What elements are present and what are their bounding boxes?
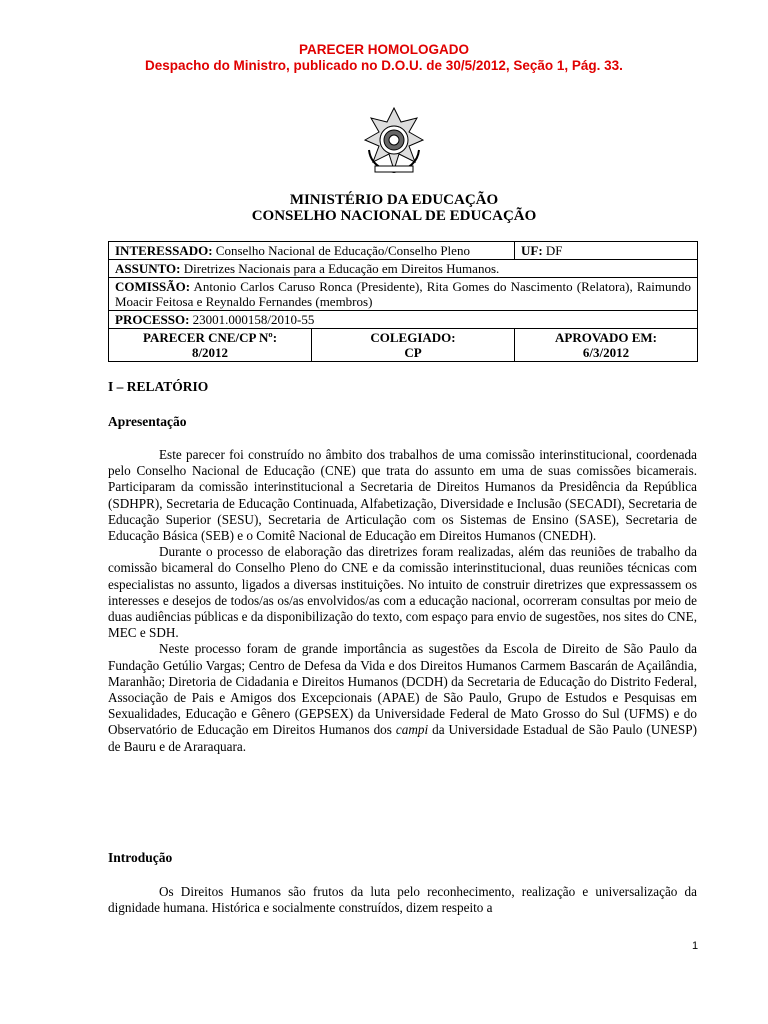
paragraph: Os Direitos Humanos são frutos da luta pelo reconhecimento, realização e universalização da dignidade humana. Histórica e socialmente construídos, dizem respeito a <box>108 884 697 916</box>
paragraph-text: da Universidade Estadual de São Paulo (UNESP) de Bauru e de Araraquara. <box>108 722 697 754</box>
italic-term: campi <box>395 722 429 738</box>
comissao-value: Antonio Carlos Caruso Ronca (Presidente), Rita Gomes do Nascimento (Relatora), Raimundo Moacir Feitosa e Reynaldo Fernandes (membros) <box>115 279 691 309</box>
parecer-value: 8/2012 <box>191 345 229 360</box>
presentation-heading: Apresentação <box>108 414 187 429</box>
uf-value: DF <box>545 243 563 258</box>
aprovado-cell <box>515 329 698 362</box>
assunto-cell <box>109 260 698 278</box>
table-row <box>109 242 698 260</box>
interessado-label: INTERESSADO: <box>115 243 213 258</box>
parecer-cell <box>109 329 312 362</box>
table-row <box>109 278 698 311</box>
assunto-value: Diretrizes Nacionais para a Educação em Direitos Humanos. <box>183 261 500 276</box>
ministry-title: MINISTÉRIO DA EDUCAÇÃO <box>289 192 499 208</box>
colegiado-label: COLEGIADO: <box>370 330 456 345</box>
page-number: 1 <box>692 940 699 952</box>
council-title: CONSELHO NACIONAL DE EDUCAÇÃO <box>251 208 537 224</box>
paragraph <box>108 641 697 754</box>
aprovado-label: APROVADO EM: <box>555 330 657 345</box>
colegiado-cell <box>312 329 515 362</box>
processo-cell <box>109 311 698 329</box>
assunto-label: ASSUNTO: <box>115 261 181 276</box>
table-row <box>109 311 698 329</box>
table-row <box>109 260 698 278</box>
presentation-body <box>108 447 697 755</box>
aprovado-value: 6/3/2012 <box>582 345 630 360</box>
interessado-cell <box>109 242 515 260</box>
uf-cell <box>515 242 698 260</box>
process-info-table <box>108 241 698 362</box>
comissao-label: COMISSÃO: <box>115 279 191 294</box>
introduction-body <box>108 884 697 916</box>
paragraph: Este parecer foi construído no âmbito dos trabalhos de uma comissão interinstitucional, coordenada pelo Conselho Nacional de Educação (CNE) que trata do assunto em uma de suas comissões bicamerais. Participaram da comissão interinstitucional a Secretaria de Direitos Humanos da Presidência da República (SDHPR), Secretaria de Educação Continuada, Alfabetização, Diversidade e Inclusão (SECADI), Secretaria de Educação Superior (SESU), Secretaria de Articulação com os Sistemas de Ensino (SASE), Secretaria de Educação Básica (SEB) e o Comitê Nacional de Educação em Direitos Humanos (CNEDH). <box>108 447 697 544</box>
processo-value: 23001.000158/2010-55 <box>192 312 315 327</box>
comissao-cell <box>109 278 698 311</box>
uf-label: UF: <box>521 243 543 258</box>
dispatch-header: Despacho do Ministro, publicado no D.O.U. de 30/5/2012, Seção 1, Pág. 33. <box>145 58 623 73</box>
homologated-header: PARECER HOMOLOGADO <box>298 42 469 57</box>
paragraph-text: Neste processo foram de grande importância as sugestões da Escola de Direito de São Paulo da Fundação Getúlio Vargas; Centro de Defesa da Vida e dos Direitos Humanos Carmem Bascarán de Açailândia, Maranhão; Diretoria de Cidadania e Direitos Humanos (DCDH) da Secretaria de Educação do Distrito Federal, Associação de Pais e Amigos dos Excepcionais (APAE) de São Paulo, Grupo de Estudos e Pesquisas em Sexualidades, Educação e Gênero (GEPSEX) da Universidade Federal de Mato Grosso do Sul (UFMS) e do Observatório de Educação em Direitos Humanos dos <box>108 641 697 738</box>
table-row <box>109 329 698 362</box>
section-title: I – RELATÓRIO <box>108 379 209 394</box>
introduction-heading: Introdução <box>108 850 173 865</box>
processo-label: PROCESSO: <box>115 312 190 327</box>
colegiado-value: CP <box>404 345 422 360</box>
interessado-value: Conselho Nacional de Educação/Conselho Pleno <box>215 243 470 258</box>
parecer-label: PARECER CNE/CP Nº: <box>142 330 278 345</box>
paragraph: Durante o processo de elaboração das diretrizes foram realizadas, além das reuniões de trabalho da comissão bicameral do Conselho Pleno do CNE e da comissão interinstitucional, duas reuniões técnicas com especialistas no assunto, ligados a diversas instituições. No intuito de construir diretrizes que expressassem os interesses e desejos de todos/as os/as envolvidos/as com a educação nacional, ocorreram consultas por meio de duas audiências públicas e da disponibilização do texto, com espaço para envio de sugestões, nos sites do CNE, MEC e SDH. <box>108 544 697 641</box>
brazil-coat-of-arms-icon <box>361 106 427 176</box>
